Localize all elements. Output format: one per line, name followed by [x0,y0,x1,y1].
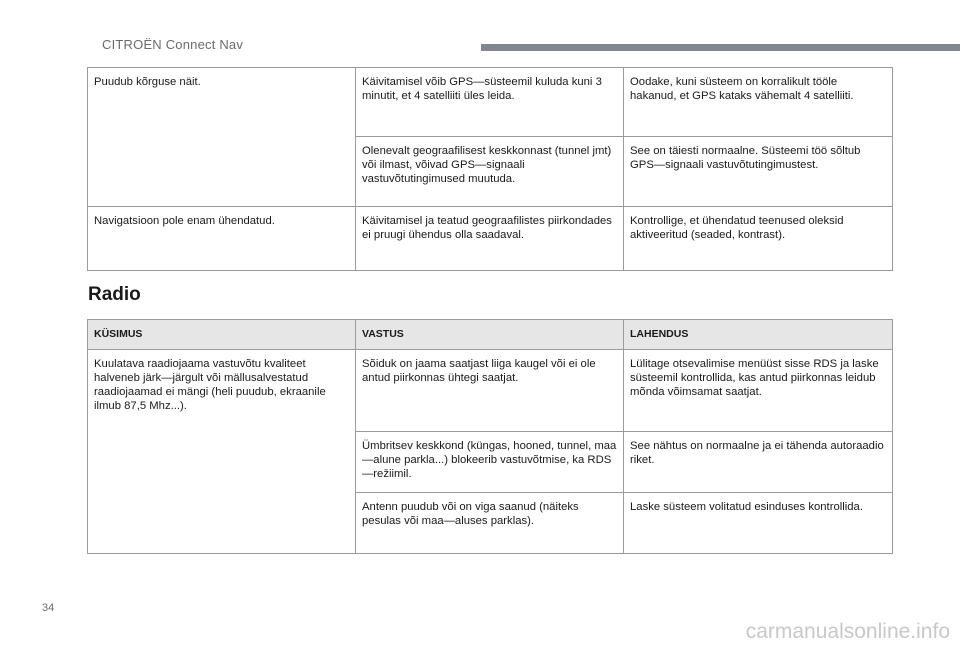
table-row [88,68,893,137]
column-header-question: KÜSIMUS [88,320,356,350]
header-bar [481,44,960,51]
gps-troubleshooting-table [87,67,893,271]
column-header-answer: VASTUS [356,320,624,350]
solution-cell: Kontrollige, et ühendatud teenused oleksid aktiveeritud (seaded, kontrast). [624,207,893,271]
table-row [88,350,893,432]
solution-cell: Laske süsteem volitatud esinduses kontrollida. [624,493,893,554]
section-title-radio: Radio [88,284,141,305]
table-row [88,207,893,271]
answer-cell: Käivitamisel ja teatud geograafilistes piirkondades ei pruugi ühendus olla saadaval. [356,207,624,271]
solution-cell: Oodake, kuni süsteem on korralikult tööle hakanud, et GPS kataks vähemalt 4 satelliiti. [624,68,893,137]
solution-cell: See nähtus on normaalne ja ei tähenda autoraadio riket. [624,432,893,493]
radio-troubleshooting-table [87,319,893,554]
question-cell: Kuulatava raadiojaama vastuvõtu kvaliteet halveneb järk—järgult või mällusalvestatud raadiojaamad ei mängi (heli puudub, ekraanile ilmub 87,5 Mhz...). [88,350,356,554]
column-header-solution: LAHENDUS [624,320,893,350]
answer-cell: Ümbritsev keskkond (küngas, hooned, tunnel, maa—alune parkla...) blokeerib vastuvõtmise, ka RDS—režiimil. [356,432,624,493]
solution-cell: Lülitage otsevalimise menüüst sisse RDS ja laske süsteemil kontrollida, kas antud piirkonnas leidub mõnda võimsamat saatjat. [624,350,893,432]
answer-cell: Olenevalt geograafilisest keskkonnast (tunnel jmt) või ilmast, võivad GPS—signaali vastuvõtutingimused muutuda. [356,137,624,207]
solution-cell: See on täiesti normaalne. Süsteemi töö sõltub GPS—signaali vastuvõtutingimustest. [624,137,893,207]
manual-title: CITROËN Connect Nav [102,37,244,52]
page-number: 34 [42,602,55,614]
watermark: carmanualsonline.info [745,620,950,643]
table-header-row [88,320,893,350]
question-cell: Puudub kõrguse näit. [88,68,356,207]
answer-cell: Käivitamisel võib GPS—süsteemil kuluda kuni 3 minutit, et 4 satelliiti üles leida. [356,68,624,137]
answer-cell: Sõiduk on jaama saatjast liiga kaugel või ei ole antud piirkonnas ühtegi saatjat. [356,350,624,432]
question-cell: Navigatsioon pole enam ühendatud. [88,207,356,271]
answer-cell: Antenn puudub või on viga saanud (näiteks pesulas või maa—aluses parklas). [356,493,624,554]
